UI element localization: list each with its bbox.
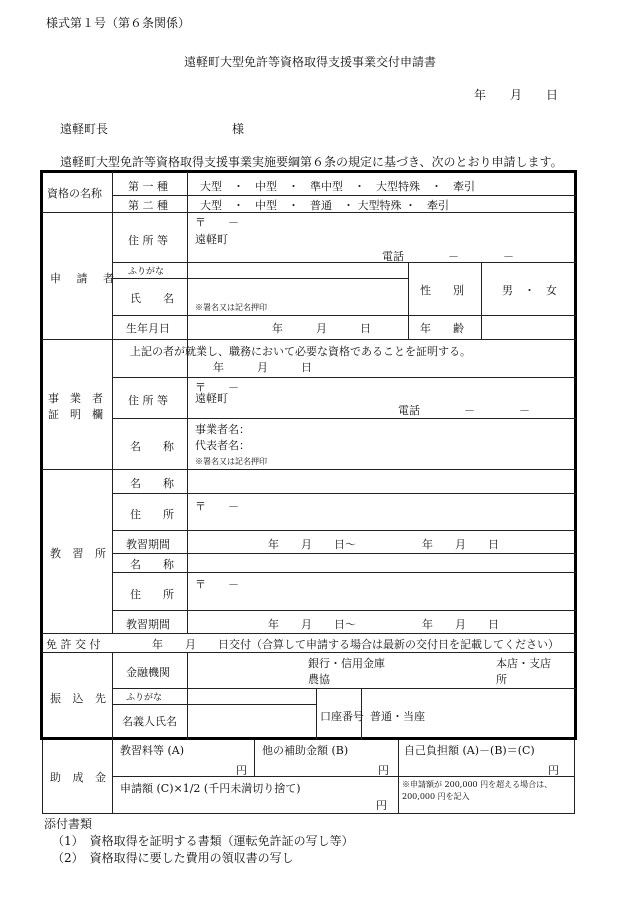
- dob-value[interactable]: 年 月 日: [272, 322, 371, 335]
- employer-certify-text: 上記の者が就業し、職務において必要な資格であることを証明する。: [130, 345, 471, 358]
- gender-label: 性 別: [420, 284, 464, 297]
- applicant-furigana-label: ふりがな: [128, 267, 165, 277]
- other-b-label: 他の補助金額 (B): [262, 744, 349, 757]
- form-number: 様式第１号（第６条関係）: [46, 16, 191, 30]
- employer-label-2: 証 明 欄: [48, 408, 103, 421]
- age-label: 年 齢: [420, 322, 464, 335]
- applicant-seal-note: ※署名又は記名押印: [195, 303, 267, 312]
- subsidy-left-border: [42, 740, 43, 813]
- subsidy-right-border: [574, 740, 575, 813]
- license-type2-options[interactable]: 大型 ・ 中型 ・ 普通 ・ 大型特殊 ・ 牽引: [200, 199, 449, 212]
- applicant-name-label: 氏 名: [130, 292, 174, 305]
- bank-line1[interactable]: 銀行・信用金庫: [308, 657, 385, 670]
- subsidy-bottom-border: [42, 813, 575, 814]
- school1-name-label: 名 称: [130, 477, 174, 490]
- license-issue-value[interactable]: 年 月 日交付（合算して申請する場合は最新の交付日を記載してください）: [152, 638, 559, 651]
- subsidy-note: ※申請額が 200,000 円を超える場合は、200,000 円を記入: [402, 780, 553, 801]
- license-issue-label: 免 許 交 付: [46, 638, 101, 651]
- holder-name-label: 名義人氏名: [122, 715, 177, 728]
- employer-representative[interactable]: 代表者名：: [195, 439, 250, 452]
- employer-address-label: 住 所 等: [128, 394, 168, 407]
- school2-period-value[interactable]: 年 月 日～ 年 月 日: [268, 618, 499, 631]
- applicant-address-label: 住 所 等: [128, 234, 168, 247]
- school1-period-value[interactable]: 年 月 日～ 年 月 日: [268, 538, 499, 551]
- license-type2-label: 第 二 種: [128, 199, 168, 212]
- holder-furigana-label: ふりがな: [126, 693, 163, 703]
- school1-address-label: 住 所: [130, 508, 174, 521]
- employer-seal-note: ※署名又は記名押印: [195, 457, 267, 466]
- employer-postal[interactable]: 〒 －: [195, 381, 239, 394]
- bank-line2[interactable]: 農協: [308, 673, 330, 686]
- bank-label: 金融機関: [126, 666, 170, 679]
- account-type[interactable]: 普通・当座: [370, 710, 425, 723]
- application-date[interactable]: 年 月 日: [474, 88, 559, 102]
- applicant-phone[interactable]: 電話 － －: [382, 250, 514, 263]
- license-label: 資格の名称: [47, 187, 102, 200]
- license-type1-label: 第 一 種: [128, 180, 168, 193]
- employer-phone[interactable]: 電話 － －: [398, 404, 530, 417]
- subsidy-label: 助 成 金: [50, 771, 110, 784]
- employer-certify-date[interactable]: 年 月 日: [213, 361, 312, 374]
- other-b-yen: 円: [378, 764, 389, 777]
- intro-text: 遠軽町大型免許等資格取得支援事業実施要綱第６条の規定に基づき、次のとおり申請します。: [60, 155, 563, 169]
- attachment-item-2: （2） 資格取得に要した費用の領収書の写し: [52, 851, 294, 865]
- fee-a-yen: 円: [236, 764, 247, 777]
- addressee-honorific: 様: [232, 122, 245, 136]
- request-amount-yen: 円: [376, 799, 387, 812]
- dob-label: 生年月日: [126, 322, 170, 335]
- self-c-yen: 円: [548, 764, 559, 777]
- fee-a-label: 教習料等 (A): [120, 744, 185, 757]
- branch-line1[interactable]: 本店・支店: [496, 657, 551, 670]
- employer-town[interactable]: 遠軽町: [195, 392, 228, 405]
- school2-postal[interactable]: 〒 －: [195, 578, 239, 591]
- school2-address-label: 住 所: [130, 588, 174, 601]
- employer-label-1: 事 業 者: [48, 392, 103, 405]
- employer-name-label: 名 称: [130, 440, 174, 453]
- school2-period-label: 教習期間: [126, 618, 170, 631]
- applicant-town[interactable]: 遠軽町: [195, 233, 228, 246]
- gender-options[interactable]: 男 ・ 女: [502, 284, 557, 297]
- self-c-label: 自己負担額 (A)－(B)＝(C): [404, 744, 535, 757]
- school1-postal[interactable]: 〒 －: [195, 500, 239, 513]
- transfer-label: 振 込 先: [50, 692, 110, 705]
- addressee: 遠軽町長: [60, 122, 109, 136]
- license-type1-options[interactable]: 大型 ・ 中型 ・ 準中型 ・ 大型特殊 ・ 牽引: [200, 180, 475, 193]
- attachments-title: 添付書類: [44, 817, 93, 831]
- applicant-postal[interactable]: 〒 －: [195, 216, 239, 229]
- account-number-label: 口座番号: [320, 710, 364, 723]
- branch-line2[interactable]: 所: [496, 673, 507, 686]
- school2-name-label: 名 称: [130, 558, 174, 571]
- request-amount-label: 申請額 (C)×1/2 (千円未満切り捨て): [120, 782, 301, 795]
- document-title: 遠軽町大型免許等資格取得支援事業交付申請書: [184, 55, 437, 69]
- employer-business-name[interactable]: 事業者名：: [195, 423, 250, 436]
- school-label: 教 習 所: [50, 547, 110, 560]
- applicant-label: 申 請 者: [50, 272, 120, 285]
- attachment-item-1: （1） 資格取得を証明する書類（運転免許証の写し等）: [52, 834, 354, 848]
- school1-period-label: 教習期間: [126, 538, 170, 551]
